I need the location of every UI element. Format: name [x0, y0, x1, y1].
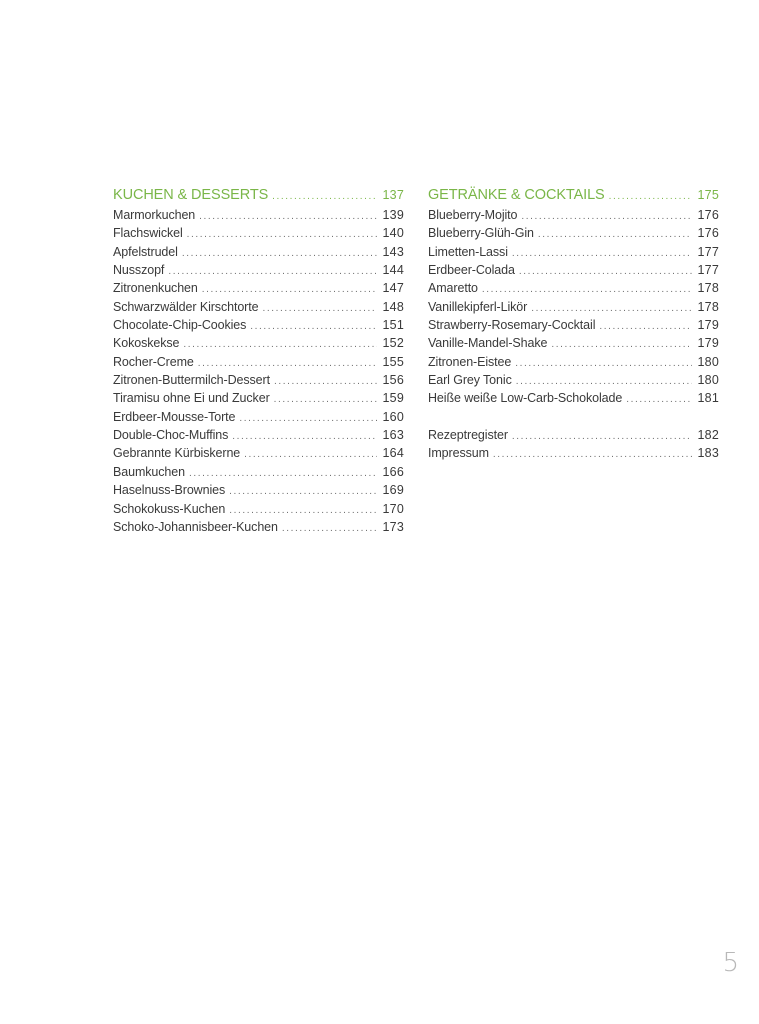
- toc-entry-page: 147: [382, 281, 404, 296]
- dot-leader: [262, 300, 377, 318]
- toc-entry-page: 178: [697, 281, 719, 296]
- toc-entry-page: 180: [697, 373, 719, 388]
- dot-leader: [183, 336, 377, 354]
- dot-leader: [187, 226, 377, 244]
- dot-leader: [519, 263, 692, 281]
- toc-entry-title: Apfelstrudel: [113, 244, 178, 259]
- toc-entry[interactable]: [113, 243, 404, 261]
- dot-leader: [182, 245, 377, 263]
- dot-leader: [512, 428, 692, 446]
- dot-leader: [599, 318, 692, 336]
- toc-entry-page: 177: [697, 263, 719, 278]
- dot-leader: [538, 226, 692, 244]
- dot-leader: [250, 318, 377, 336]
- toc-entry-page: 170: [382, 501, 404, 516]
- toc-entry-title: Zitronenkuchen: [113, 281, 198, 296]
- page-number: 5: [722, 948, 739, 978]
- toc-entry-title: Double-Choc-Muffins: [113, 428, 229, 443]
- toc-entry-title: Chocolate-Chip-Cookies: [113, 318, 247, 333]
- toc-entry-page: 173: [382, 519, 404, 534]
- toc-entry-page: 148: [382, 299, 404, 314]
- toc-entry-page: 139: [382, 208, 404, 222]
- toc-entry-page: 155: [382, 354, 404, 369]
- toc-entry-title: Baumkuchen: [113, 464, 185, 479]
- toc-entry-title: Strawberry-Rosemary-Cocktail: [428, 318, 596, 333]
- toc-entry-list: [428, 206, 719, 408]
- toc-entry-page: 143: [382, 244, 404, 259]
- toc-entry-title: Marmorkuchen: [113, 208, 196, 222]
- toc-entry-title: Limetten-Lassi: [428, 244, 508, 259]
- toc-entry-page: 179: [697, 336, 719, 351]
- toc-entry-title: Vanillekipferl-Likör: [428, 299, 528, 314]
- toc-entry-title: Blueberry-Glüh-Gin: [428, 226, 534, 241]
- toc-entry[interactable]: [113, 481, 404, 499]
- toc-entry-page: 179: [697, 318, 719, 333]
- toc-entry[interactable]: [428, 371, 719, 389]
- toc-entry-page: 159: [382, 391, 404, 406]
- toc-entry-title: Schoko-Johannisbeer-Kuchen: [113, 519, 278, 534]
- toc-entry-page: 182: [697, 428, 719, 443]
- toc-column-getraenke-cocktails: [428, 184, 719, 463]
- dot-leader: [626, 391, 692, 409]
- dot-leader: [521, 208, 692, 226]
- toc-entry[interactable]: [428, 261, 719, 279]
- toc-entry-page: 176: [697, 226, 719, 241]
- toc-entry-page: 151: [382, 318, 404, 333]
- toc-entry[interactable]: [113, 316, 404, 334]
- toc-entry[interactable]: [113, 279, 404, 297]
- dot-leader: [199, 208, 377, 226]
- toc-entry-title: Impressum: [428, 446, 489, 461]
- toc-entry[interactable]: [428, 206, 719, 224]
- section-page-number: 137: [382, 188, 404, 202]
- toc-entry-title: Erdbeer-Colada: [428, 263, 515, 278]
- toc-entry[interactable]: [113, 518, 404, 536]
- toc-entry[interactable]: [113, 261, 404, 279]
- toc-entry-page: 140: [382, 226, 404, 241]
- toc-entry[interactable]: [113, 224, 404, 242]
- toc-entry[interactable]: [428, 316, 719, 334]
- toc-entry-title: Nusszopf: [113, 263, 165, 278]
- section-title: GETRÄNKE & COCKTAILS: [428, 187, 605, 203]
- toc-entry[interactable]: [428, 353, 719, 371]
- dot-leader: [515, 355, 692, 373]
- dot-leader: [239, 410, 377, 428]
- toc-entry-page: 183: [697, 446, 719, 461]
- toc-entry-page: 164: [382, 446, 404, 461]
- section-title: KUCHEN & DESSERTS: [113, 187, 269, 203]
- toc-entry[interactable]: [113, 408, 404, 426]
- toc-entry-page: 144: [382, 263, 404, 278]
- toc-entry-page: 178: [697, 299, 719, 314]
- dot-leader: [282, 520, 377, 538]
- toc-section-heading[interactable]: [428, 184, 719, 206]
- toc-entry[interactable]: [428, 426, 719, 444]
- toc-entry[interactable]: [428, 334, 719, 352]
- toc-entry-title: Rocher-Creme: [113, 354, 194, 369]
- toc-entry-page: 177: [697, 244, 719, 259]
- toc-entry-page: 169: [382, 483, 404, 498]
- toc-entry-page: 166: [382, 464, 404, 479]
- toc-entry[interactable]: [428, 389, 719, 407]
- toc-entry-title: Rezeptregister: [428, 428, 508, 443]
- dot-leader: [168, 263, 377, 281]
- toc-entry-title: Kokoskekse: [113, 336, 180, 351]
- toc-entry-title: Blueberry-Mojito: [428, 208, 518, 222]
- dot-leader: [232, 428, 377, 446]
- dot-leader: [229, 483, 377, 501]
- toc-entry[interactable]: [113, 206, 404, 224]
- toc-entry-page: 181: [697, 391, 719, 406]
- toc-entry[interactable]: [113, 353, 404, 371]
- spacer: [428, 408, 719, 426]
- toc-entry[interactable]: [113, 334, 404, 352]
- toc-entry-title: Amaretto: [428, 281, 478, 296]
- toc-entry[interactable]: [428, 224, 719, 242]
- dot-leader: [512, 245, 692, 263]
- toc-entry-title: Schwarzwälder Kirschtorte: [113, 299, 259, 314]
- toc-entry-page: 163: [382, 428, 404, 443]
- toc-entry[interactable]: [113, 426, 404, 444]
- toc-entry-title: Earl Grey Tonic: [428, 373, 512, 388]
- toc-entry[interactable]: [113, 371, 404, 389]
- toc-entry[interactable]: [113, 463, 404, 481]
- toc-entry[interactable]: [428, 279, 719, 297]
- toc-entry-title: Flachswickel: [113, 226, 183, 241]
- toc-appendix-list: [428, 426, 719, 463]
- toc-column-kuchen-desserts: [113, 184, 404, 536]
- toc-entry-title: Schokokuss-Kuchen: [113, 501, 226, 516]
- toc-entry-page: 176: [697, 208, 719, 222]
- toc-entry-title: Gebrannte Kürbiskerne: [113, 446, 241, 461]
- dot-leader: [274, 391, 377, 409]
- toc-entry[interactable]: [113, 444, 404, 462]
- toc-entry-page: 180: [697, 354, 719, 369]
- toc-entry[interactable]: [113, 500, 404, 518]
- toc-entry-title: Zitronen-Buttermilch-Dessert: [113, 373, 270, 388]
- dot-leader: [244, 446, 377, 464]
- toc-entry-title: Heiße weiße Low-Carb-Schokolade: [428, 391, 623, 406]
- toc-entry-title: Vanille-Mandel-Shake: [428, 336, 548, 351]
- toc-entry-list: [113, 206, 404, 536]
- toc-entry-title: Zitronen-Eistee: [428, 354, 512, 369]
- toc-entry[interactable]: [428, 298, 719, 316]
- toc-entry-page: 156: [382, 373, 404, 388]
- dot-leader: [551, 336, 692, 354]
- toc-entry-page: 160: [382, 409, 404, 424]
- toc-entry[interactable]: [428, 243, 719, 261]
- toc-entry-title: Tiramisu ohne Ei und Zucker: [113, 391, 270, 406]
- dot-leader: [272, 186, 377, 208]
- dot-leader: [274, 373, 377, 391]
- toc-entry[interactable]: [428, 444, 719, 462]
- toc-entry[interactable]: [113, 298, 404, 316]
- dot-leader: [609, 186, 692, 208]
- toc-entry-page: 152: [382, 336, 404, 351]
- toc-section-heading[interactable]: [113, 184, 404, 206]
- dot-leader: [493, 446, 692, 464]
- toc-entry-title: Erdbeer-Mousse-Torte: [113, 409, 236, 424]
- toc-entry[interactable]: [113, 389, 404, 407]
- section-page-number: 175: [697, 188, 719, 202]
- toc-entry-title: Haselnuss-Brownies: [113, 483, 226, 498]
